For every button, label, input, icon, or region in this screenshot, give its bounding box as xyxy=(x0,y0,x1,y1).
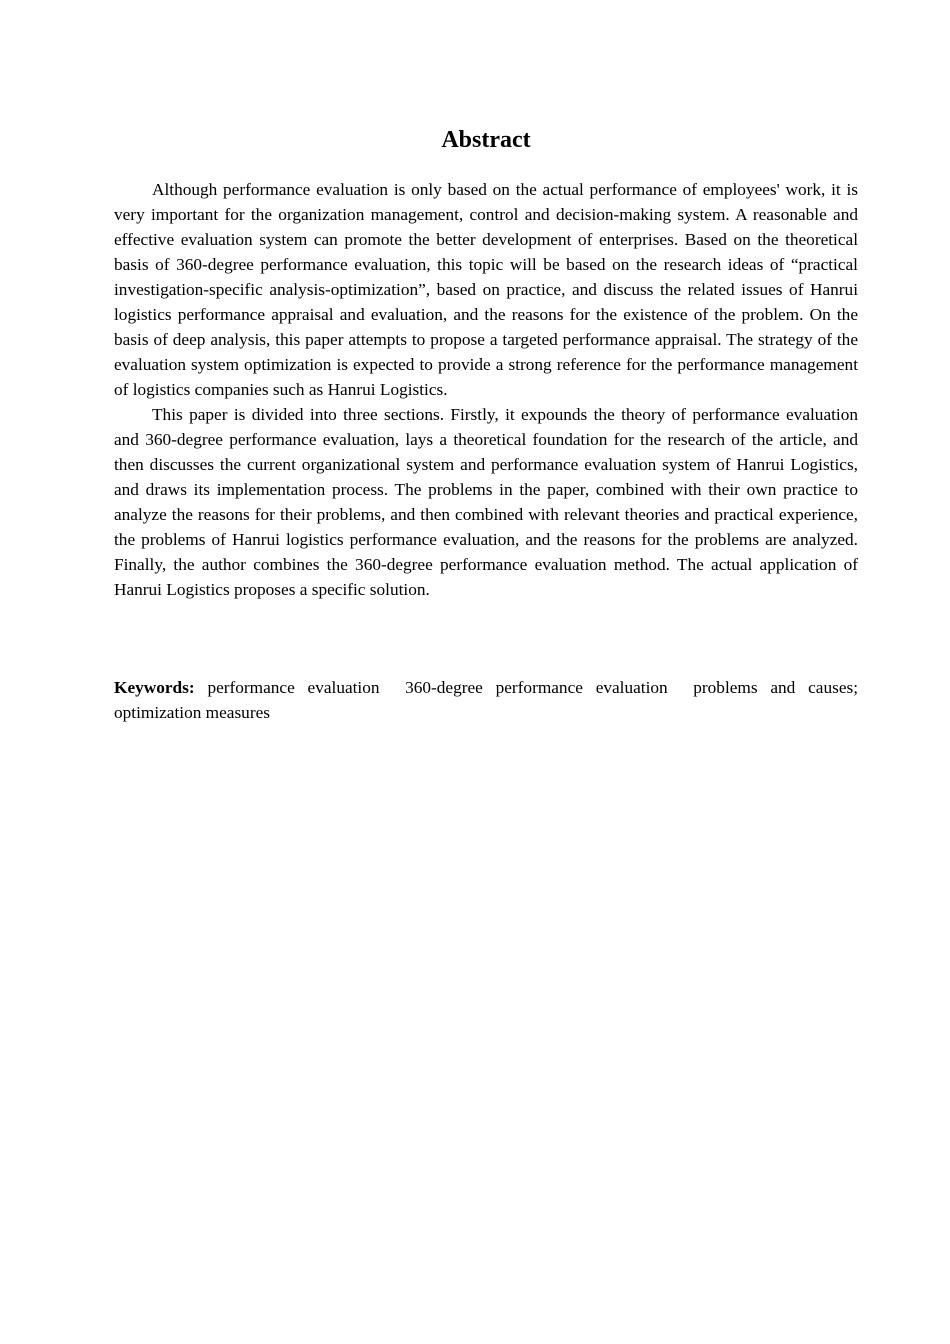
keyword-item: optimization measures xyxy=(114,703,270,722)
keyword-item: 360-degree performance evaluation xyxy=(405,678,668,697)
keywords-label: Keywords: xyxy=(114,678,195,697)
abstract-paragraph-2: This paper is divided into three sections. Firstly, it expounds the theory of performance evaluation and 360-degree performance evaluation, lays a theoretical foundation for the research of the article, and then discusses the current organizational system and performance evaluation system of Hanrui Logistics, and draws its implementation process. The problems in the paper, combined with their own practice to analyze the reasons for their problems, and then combined with relevant theories and practical experience, the problems of Hanrui logistics performance evaluation, and the reasons for the problems are analyzed. Finally, the author combines the 360-degree performance evaluation method. The actual application of Hanrui Logistics proposes a specific solution. xyxy=(114,405,858,599)
abstract-paragraph-1: Although performance evaluation is only based on the actual performance of employees' work, it is very important for the organization management, control and decision-making system. A reasonable and effective evaluation system can promote the better development of enterprises. Based on the theoretical basis of 360-degree performance evaluation, this topic will be based on the research ideas of “practical investigation-specific analysis-optimization”, based on practice, and discuss the related issues of Hanrui logistics performance appraisal and evaluation, and the reasons for the existence of the problem. On the basis of deep analysis, this paper attempts to propose a targeted performance appraisal. The strategy of the evaluation system optimization is expected to provide a strong reference for the performance management of logistics companies such as Hanrui Logistics. xyxy=(114,180,858,399)
keyword-item: performance evaluation xyxy=(207,678,380,697)
abstract-title: Abstract xyxy=(441,127,531,153)
keyword-item: problems and causes; xyxy=(693,678,859,697)
keywords-line xyxy=(114,675,858,725)
abstract-body xyxy=(114,177,858,602)
